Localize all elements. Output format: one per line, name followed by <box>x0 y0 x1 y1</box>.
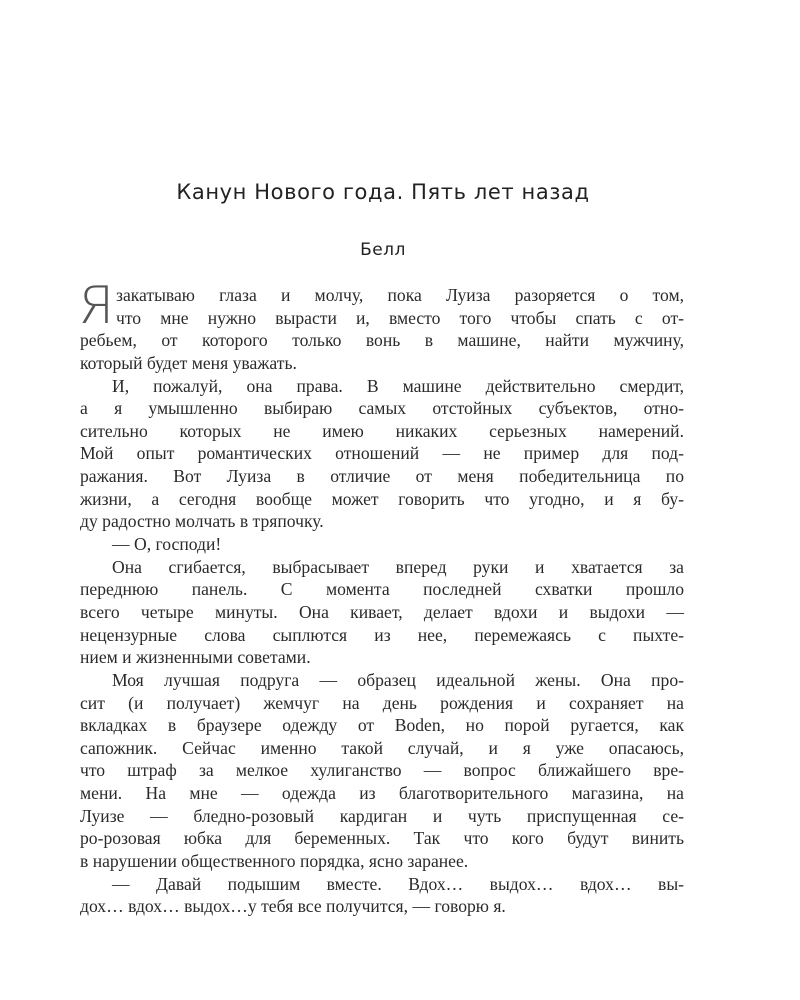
text-line: который будет меня уважать. <box>80 352 297 373</box>
drop-cap: Я <box>78 276 115 336</box>
body-text <box>78 276 684 918</box>
text-line: дох… вдох… выдох…у тебя все получится, — говорю я. <box>80 896 506 917</box>
text-line: Она сгибается, выбрасывает вперед руки и хватается за <box>112 556 684 577</box>
text-line: всего четыре минуты. Она кивает, делает вдохи и выдохи — <box>80 601 684 622</box>
text-line: Луизе — бледно-розовый кардиган и чуть приспущенная се- <box>80 805 684 826</box>
text-line: нием и жизненными советами. <box>80 647 311 668</box>
text-line: жизни, а сегодня вообще может говорить что угодно, и я бу- <box>80 488 684 509</box>
text-line: ребьем, от которого только вонь в машине, найти мужчину, <box>80 330 684 351</box>
text-line: в нарушении общественного порядка, ясно заранее. <box>80 851 469 872</box>
text-line: ражания. Вот Луиза в отличие от меня победительница по <box>80 466 684 487</box>
text-line: нецензурные слова сыплются из нее, перемежаясь с пыхте- <box>80 624 684 645</box>
text-line: мени. На мне — одежда из благотворительного магазина, на <box>80 783 684 804</box>
text-line: что мне нужно вырасти и, вместо того чтобы спать с от- <box>116 307 684 328</box>
text-line: а я умышленно выбираю самых отстойных субъектов, отно- <box>80 398 684 419</box>
text-line: закатываю глаза и молчу, пока Луиза разоряется о том, <box>116 285 684 305</box>
text-line: — Давай подышим вместе. Вдох… выдох… вдох… вы- <box>112 873 684 894</box>
text-line: сит (и получает) жемчуг на день рождения и сохраняет на <box>80 692 684 713</box>
chapter-title: Канун Нового года. Пять лет назад <box>176 180 590 204</box>
text-line: сительно которых не имею никаких серьезных намерений. <box>80 420 684 441</box>
text-line: что штраф за мелкое хулиганство — вопрос ближайшего вре- <box>80 760 684 781</box>
text-line: — О, господи! <box>112 534 222 555</box>
text-line: Мой опыт романтических отношений — не пример для под- <box>80 443 684 464</box>
text-line: И, пожалуй, она права. В машине действительно смердит, <box>112 375 684 396</box>
text-line: ду радостно молчать в тряпочку. <box>80 511 324 532</box>
text-line: переднюю панель. С момента последней схватки прошло <box>80 579 684 600</box>
text-line: сапожник. Сейчас именно такой случай, и я уже опасаюсь, <box>80 737 684 758</box>
text-line: ро-розовая юбка для беременных. Так что кого будут винить <box>80 828 684 849</box>
text-line: вкладках в браузере одежду от Boden, но порой ругается, как <box>80 715 684 736</box>
section-title: Белл <box>360 240 406 260</box>
text-line: Моя лучшая подруга — образец идеальной жены. Она про- <box>112 669 684 690</box>
